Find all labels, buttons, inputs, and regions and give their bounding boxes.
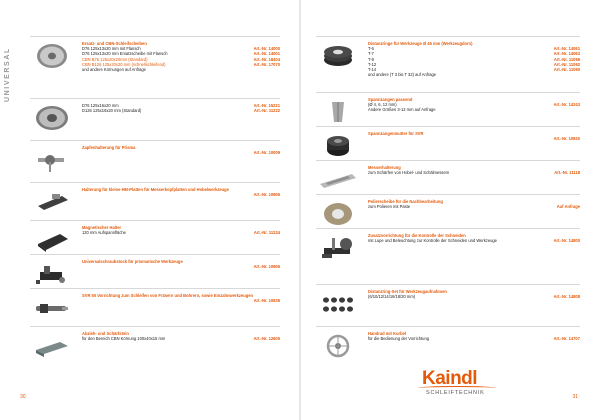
left-product-row — [30, 98, 280, 133]
product-line — [82, 108, 280, 113]
article-number: Art.-Nr. 12605 — [253, 336, 280, 342]
product-text — [82, 255, 280, 269]
article-number: Art.-Nr. 18404 — [253, 56, 280, 62]
product-title: Messerhalterung — [368, 165, 401, 170]
product-text — [82, 221, 280, 235]
product-line-text: T-6 — [368, 46, 374, 52]
product-title: Spannzangen passend — [368, 97, 413, 102]
pin-holder-icon — [30, 145, 74, 175]
article-number: Art.-Nr. 15221 — [253, 103, 280, 108]
spacer-rings-icon — [316, 41, 360, 71]
product-line-text: 120 mm Aufspannfläche — [82, 230, 126, 236]
product-text — [368, 127, 580, 141]
product-text — [82, 37, 280, 72]
product-text — [82, 327, 280, 341]
product-line — [368, 136, 580, 141]
product-title: Universalschraubstock für prismatische Werkzeuge — [82, 259, 183, 264]
right-product-row — [316, 228, 580, 263]
drill-attachment-icon — [30, 293, 74, 323]
product-title: Ersatz- und CBN-Schleifscheiben — [82, 41, 147, 46]
product-line-text: (6/10/12/14/16/18/20 mm) — [368, 294, 416, 300]
article-number: Art.-Nr. 14001 — [253, 51, 280, 57]
product-line-text: CBN B126 125x20x20 mm (schnellschleifend) — [82, 61, 166, 67]
brand-tagline: SCHLEIFTECHNIK — [426, 390, 485, 396]
product-line — [368, 170, 580, 175]
right-product-row — [316, 284, 580, 319]
brand-name: Kaindl — [422, 368, 478, 389]
grinding-wheel-flange-icon — [30, 41, 74, 71]
left-page — [30, 36, 280, 376]
abrasive-stone-icon — [30, 331, 74, 361]
left-product-row — [30, 36, 280, 72]
article-number: Art.-Nr. 11118 — [554, 170, 580, 176]
product-title: Spannzangenmutter für SVR — [368, 131, 424, 136]
product-line — [368, 204, 580, 209]
product-title: Distanzringe für Werkzeuge Ø 45 mm (Werkzeugdorn) — [368, 41, 473, 46]
article-number: Art.-Nr. 14243 — [553, 102, 580, 108]
chuck-nut-icon — [316, 131, 360, 161]
product-title: Abzieh- und Schärfstein — [82, 331, 129, 336]
product-text — [82, 141, 280, 155]
right-page — [316, 36, 580, 376]
article-number: Art.-Nr. 11069 — [553, 56, 580, 62]
product-text — [368, 93, 580, 113]
product-text — [82, 183, 280, 197]
fixture-holder-icon — [30, 187, 74, 217]
product-line-text: T-7 — [368, 51, 374, 57]
product-text — [82, 289, 280, 303]
left-product-row — [30, 288, 280, 323]
left-product-row — [30, 220, 280, 255]
product-line-text: T-12 — [368, 61, 377, 67]
collet-icon — [316, 97, 360, 127]
article-number: Art.-Nr. 10635 — [253, 298, 280, 304]
product-line — [82, 230, 280, 235]
product-line-text: D76 125x13x20 mm Ersatzscheibe mit Flansch — [82, 51, 168, 57]
product-line-text: D76 125x16x20 mm — [82, 103, 119, 108]
product-line-text: für den Bereich CBN Körnung 100x40x15 mm — [82, 336, 166, 342]
article-number: Art.-Nr. 11062 — [553, 61, 580, 67]
product-line — [82, 150, 280, 155]
product-title: Halterung für kleine HM-Platten für Messerkopfplatten und Hobelwerkzeuge — [82, 187, 229, 192]
product-line-text: Andere Größen 3-12 mm auf Anfrage — [368, 107, 436, 113]
left-product-row — [30, 182, 280, 217]
product-line-text: T-14 — [368, 67, 377, 73]
product-title: Zusatzvorrichtung für die Kontrolle der Schneiden — [368, 233, 466, 238]
product-line-text: D126 125x16x20 mm (Standard) — [82, 108, 142, 114]
page-number-right: 31 — [572, 394, 578, 400]
product-line — [82, 192, 280, 197]
product-line — [368, 336, 580, 341]
product-title: Polierscheibe für die Nachbearbeitung — [368, 199, 443, 204]
product-line-text: zum Schärfen von Hobel- und Schälmessern — [368, 170, 450, 176]
right-product-row — [316, 194, 580, 229]
product-line-text: und andere Körnungen auf Anfrage — [82, 67, 146, 73]
article-number: Art.-Nr. 10840 — [553, 136, 580, 142]
product-text — [368, 229, 580, 243]
right-product-row — [316, 92, 580, 127]
right-product-row — [316, 36, 580, 77]
page-gutter — [299, 0, 301, 420]
page-number-left: 30 — [20, 394, 26, 400]
product-line — [82, 336, 280, 341]
product-line — [82, 264, 280, 269]
disc-set-icon — [316, 289, 360, 319]
magnet-holder-icon — [30, 225, 74, 255]
product-line-text: D76 125x13x20 mm mit Flansch — [82, 46, 141, 52]
product-text — [82, 99, 280, 113]
product-line-text: CBN B76 125x20x20mm (Standard) — [82, 56, 148, 62]
right-product-row — [316, 326, 580, 361]
product-text — [368, 327, 580, 341]
left-product-row — [30, 326, 280, 361]
side-label: UNIVERSAL — [4, 47, 11, 102]
product-title: Magnetischer Halter — [82, 225, 122, 230]
vise-icon — [30, 259, 74, 289]
article-number: Art.-Nr. 14063 — [553, 51, 580, 57]
article-number: Art.-Nr. 10009 — [253, 150, 280, 156]
magnifier-attachment-icon — [316, 233, 360, 263]
product-line — [368, 72, 580, 77]
product-line-text: und andere (T 3 bis T 32) auf Anfrage — [368, 72, 437, 78]
article-number: Art.-Nr. 14800 — [553, 238, 580, 244]
article-number: Art.-Nr. 11060 — [553, 67, 580, 73]
article-number: Art.-Nr. 14707 — [553, 336, 580, 342]
polishing-ring-icon — [316, 199, 360, 229]
hand-wheel-icon — [316, 331, 360, 361]
product-line-text: mit Lupe und Beleuchtung zur Kontrolle der Schneiden und Werkzeuge — [368, 238, 497, 244]
product-line — [368, 107, 580, 112]
left-product-row — [30, 140, 280, 175]
product-text — [368, 161, 580, 175]
right-product-row — [316, 160, 580, 195]
product-line-text: zum Polieren mit Paste — [368, 204, 411, 210]
product-line — [82, 298, 280, 303]
product-text — [368, 37, 580, 77]
product-title: SVR 50 Vorrichtung zum Schleifen von Fräsern und Bohrern, sowie Einzahnwerkzeugen — [82, 293, 253, 298]
article-number: Art.-Nr. 14000 — [253, 46, 280, 52]
product-line — [368, 238, 580, 243]
article-number: Auf Anfrage — [556, 204, 580, 210]
article-number: Art.-Nr. 14808 — [553, 294, 580, 300]
article-number: Art.-Nr. 17070 — [253, 61, 280, 67]
article-number: Art.-Nr. 10906 — [253, 264, 280, 270]
left-product-row — [30, 254, 280, 289]
product-line — [368, 294, 580, 299]
product-title: Handrad mit Kurbel — [368, 331, 406, 336]
product-line — [82, 67, 280, 72]
product-text — [368, 195, 580, 209]
grinding-wheel-icon — [30, 103, 74, 133]
article-number: Art.-Nr. 10906 — [253, 192, 280, 198]
brand-logo — [418, 368, 498, 402]
article-number: Art.-Nr. 11224 — [253, 230, 280, 236]
product-line-text: für die Bedienung der Vorrichtung — [368, 336, 429, 342]
product-title: Zapfenhalterung für Prisma — [82, 145, 136, 150]
right-product-row — [316, 126, 580, 161]
product-title: Distanzring-Set für Werkzeugaufnahmen — [368, 289, 447, 294]
blade-holder-icon — [316, 165, 360, 195]
product-line-text: T-9 — [368, 56, 374, 62]
article-number: Art.-Nr. 14061 — [553, 46, 580, 52]
product-text — [368, 285, 580, 299]
product-line-text: (Ø 4, 6, 12 mm) — [368, 102, 397, 108]
article-number: Art.-Nr. 11222 — [253, 108, 280, 114]
